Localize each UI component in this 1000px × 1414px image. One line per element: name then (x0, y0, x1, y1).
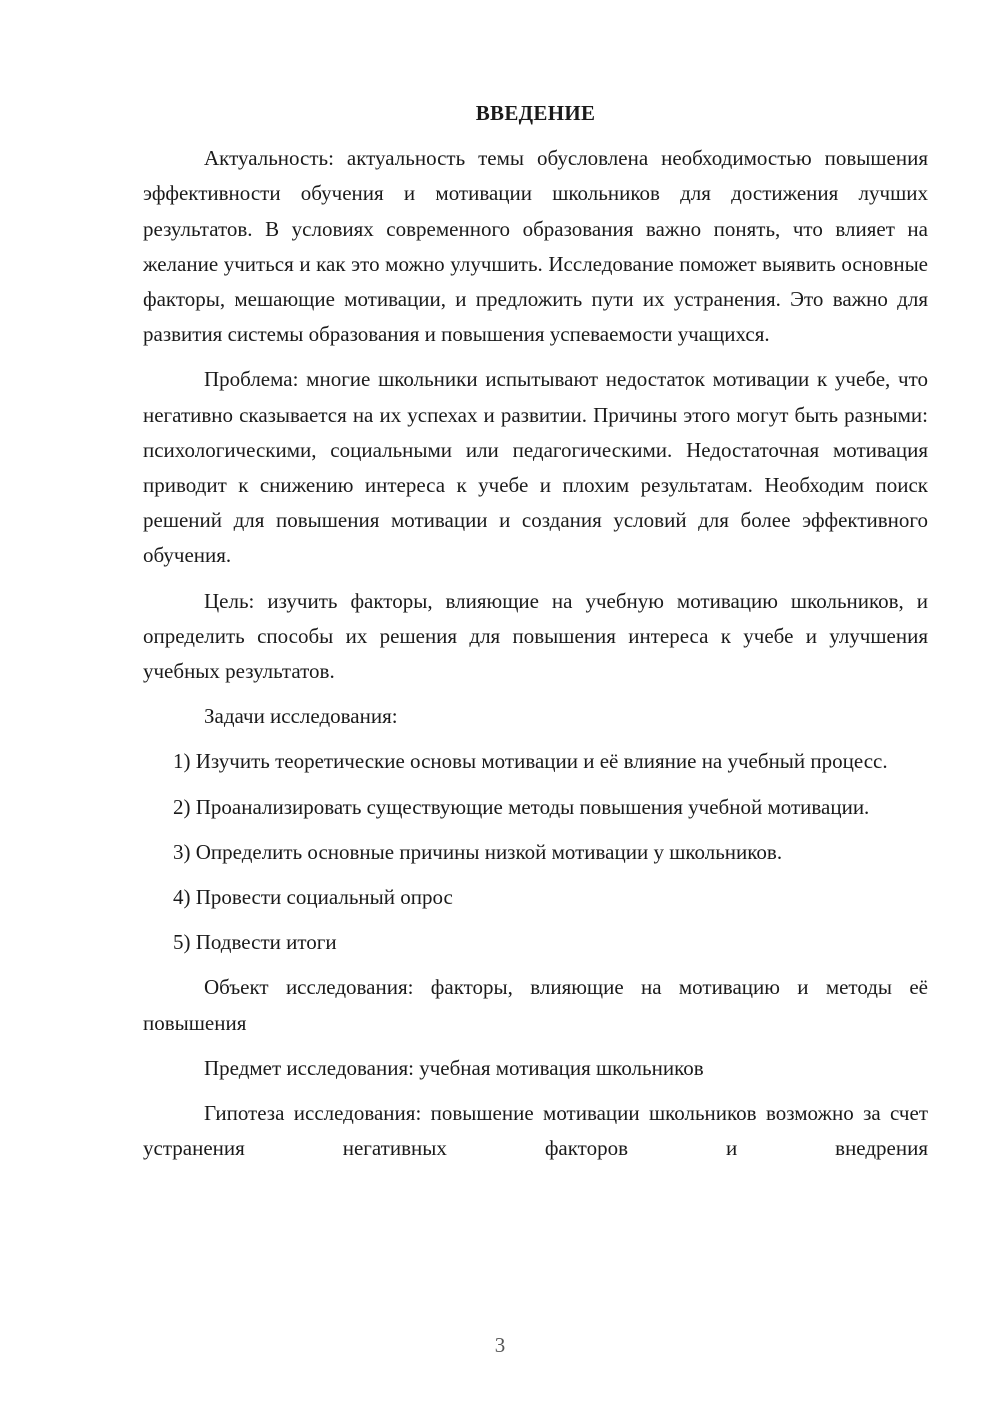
paragraph-subject: Предмет исследования: учебная мотивация школьников (204, 1055, 704, 1080)
task-item-5: 5) Подвести итоги (173, 930, 337, 955)
task-item-4: 4) Провести социальный опрос (173, 885, 453, 910)
paragraph-goal: Цель: изучить факторы, влияющие на учебную мотивацию школьников, и определить способы их решения для повышения интереса к учебе и улучшения учебных результатов. (143, 588, 928, 684)
paragraph-object: Объект исследования: факторы, влияющие на мотивацию и методы её повышения (143, 975, 928, 1035)
document-page (143, 96, 928, 1176)
section-title: ВВЕДЕНИЕ (475, 101, 596, 125)
task-item-1: 1) Изучить теоретические основы мотивации и её влияние на учебный процесс. (173, 749, 888, 774)
paragraph-relevance: Актуальность: актуальность темы обусловлена необходимостью повышения эффективности обучения и мотивации школьников для достижения лучших результатов. В условиях современного образования важно понять, что влияет на желание учиться и как это можно улучшить. Исследование поможет выявить основные факторы, мешающие мотивации, и предложить пути их устранения. Это важно для развития системы образования и повышения успеваемости учащихся. (143, 146, 928, 347)
page-number: 3 (494, 1333, 506, 1357)
paragraph-tasks-heading: Задачи исследования: (204, 704, 398, 729)
paragraph-problem: Проблема: многие школьники испытывают недостаток мотивации к учебе, что негативно сказывается на их успехах и развитии. Причины этого могут быть разными: психологическими, социальными или педагогическими. Недостаточная мотивация приводит к снижению интереса к учебе и плохим результатам. Необходим поиск решений для повышения мотивации и создания условий для более эффективного обучения. (143, 367, 928, 568)
paragraph-hypothesis: Гипотеза исследования: повышение мотивации школьников возможно за счет устранения негативных факторов и внедрения (143, 1101, 928, 1161)
task-item-3: 3) Определить основные причины низкой мотивации у школьников. (173, 839, 783, 864)
task-item-2: 2) Проанализировать существующие методы повышения учебной мотивации. (173, 794, 870, 819)
